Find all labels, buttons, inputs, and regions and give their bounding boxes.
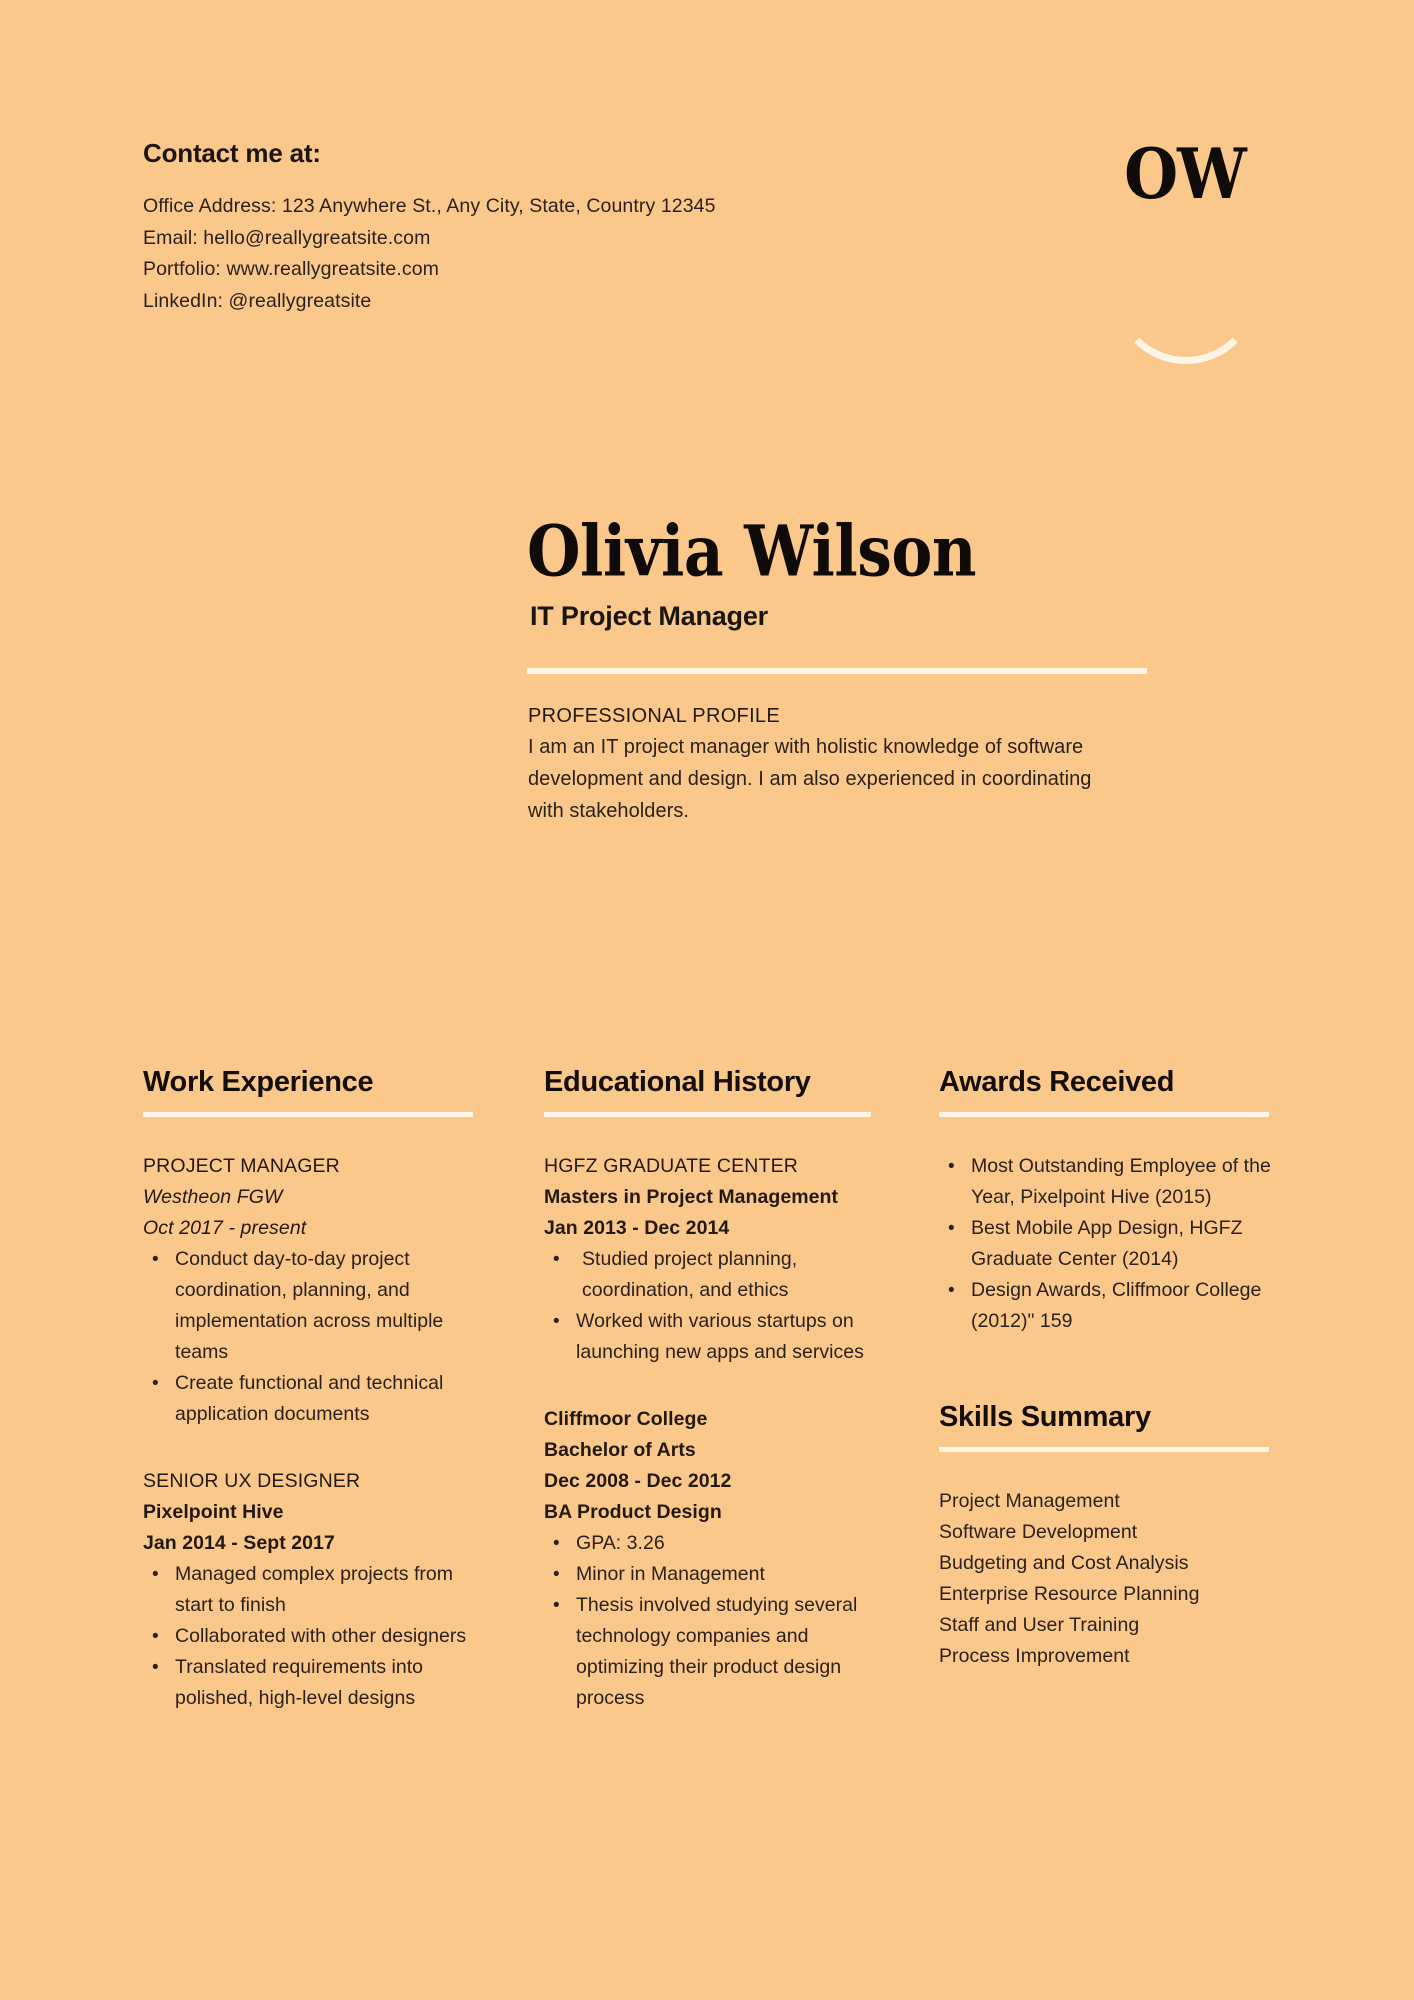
name-block (527, 510, 1187, 632)
work-entry-role: SENIOR UX DESIGNER (143, 1470, 361, 1492)
awards-list (939, 1151, 1274, 1337)
work-entry-company: Pixelpoint Hive (143, 1501, 284, 1523)
list-item: • Thesis involved studying several technology companies and optimizing their product design process (544, 1590, 879, 1714)
list-item: • Best Mobile App Design, HGFZ Graduate Center (2014) (939, 1213, 1274, 1275)
educational-history-column (544, 1065, 879, 1714)
education-entry-program: BA Product Design (544, 1501, 722, 1523)
professional-profile-section (528, 705, 1128, 827)
contact-block (143, 138, 863, 317)
contact-heading: Contact me at: (143, 138, 321, 168)
work-entry (143, 1151, 478, 1430)
skills-summary-divider (939, 1447, 1269, 1452)
list-item: • Translated requirements into polished, high-level designs (143, 1652, 478, 1714)
work-entry-dates: Jan 2014 - Sept 2017 (143, 1532, 335, 1554)
list-item: • Worked with various startups on launching new apps and services (544, 1306, 879, 1368)
skills-summary-heading: Skills Summary (939, 1401, 1151, 1433)
page-title: Olivia Wilson (527, 510, 977, 594)
awards-received-heading: Awards Received (939, 1066, 1175, 1098)
list-item: • Collaborated with other designers (143, 1621, 478, 1652)
list-item: • Managed complex projects from start to finish (143, 1559, 478, 1621)
skill-item: Budgeting and Cost Analysis (939, 1552, 1189, 1574)
educational-history-divider (544, 1112, 871, 1117)
awards-entry (939, 1151, 1274, 1337)
header-divider (527, 668, 1147, 674)
education-entry-degree: Masters in Project Management (544, 1186, 839, 1208)
list-item: • Design Awards, Cliffmoor College (2012)" 159 (939, 1275, 1274, 1337)
list-item: • Minor in Management (544, 1559, 879, 1590)
work-entry (143, 1466, 478, 1714)
work-experience-column (143, 1065, 478, 1714)
work-experience-divider (143, 1112, 473, 1117)
awards-column (939, 1065, 1274, 1672)
list-item: • GPA: 3.26 (544, 1528, 879, 1559)
work-entry-bullets (143, 1244, 478, 1430)
list-item: • Conduct day-to-day project coordination, planning, and implementation across multiple teams (143, 1244, 478, 1368)
education-entry-dates: Jan 2013 - Dec 2014 (544, 1217, 730, 1239)
job-title: IT Project Manager (530, 601, 768, 631)
work-experience-heading: Work Experience (143, 1066, 374, 1098)
education-entry-school: Cliffmoor College (544, 1408, 708, 1430)
contact-line-portfolio: Portfolio: www.reallygreatsite.com (143, 258, 440, 280)
education-entry (544, 1404, 879, 1714)
professional-profile-label: PROFESSIONAL PROFILE (528, 705, 780, 727)
skills-summary-section (939, 1400, 1274, 1672)
skill-item: Enterprise Resource Planning (939, 1583, 1200, 1605)
smile-arc-icon (1113, 218, 1259, 364)
education-entry-degree: Bachelor of Arts (544, 1439, 696, 1461)
list-item: • Create functional and technical application documents (143, 1368, 478, 1430)
education-entry-bullets (544, 1528, 879, 1714)
work-entry-bullets (143, 1559, 478, 1714)
education-entry (544, 1151, 879, 1368)
skill-item: Staff and User Training (939, 1614, 1140, 1636)
skill-item: Project Management (939, 1490, 1120, 1512)
skills-list (939, 1486, 1274, 1672)
work-entry-role: PROJECT MANAGER (143, 1155, 340, 1177)
professional-profile-text: I am an IT project manager with holistic knowledge of software development and design. I am also experienced in coordinating with stakeholders. (528, 736, 1092, 822)
monogram-text: OW (1124, 133, 1246, 216)
list-item: • Studied project planning, coordination, and ethics (544, 1244, 879, 1306)
skill-item: Process Improvement (939, 1645, 1130, 1667)
monogram-logo (1110, 133, 1260, 280)
contact-line-email: Email: hello@reallygreatsite.com (143, 226, 431, 249)
education-entry-bullets (544, 1244, 879, 1368)
awards-received-divider (939, 1112, 1269, 1117)
education-entry-school: HGFZ GRADUATE CENTER (544, 1155, 798, 1177)
educational-history-heading: Educational History (544, 1066, 811, 1098)
list-item: • Most Outstanding Employee of the Year, Pixelpoint Hive (2015) (939, 1151, 1274, 1213)
education-entry-dates: Dec 2008 - Dec 2012 (544, 1470, 732, 1492)
work-entry-dates: Oct 2017 - present (143, 1217, 307, 1239)
work-entry-company: Westheon FGW (143, 1186, 283, 1208)
contact-line-office-address: Office Address: 123 Anywhere St., Any City, State, Country 12345 (143, 195, 716, 217)
contact-line-linkedin: LinkedIn: @reallygreatsite (143, 289, 372, 312)
skill-item: Software Development (939, 1521, 1138, 1543)
